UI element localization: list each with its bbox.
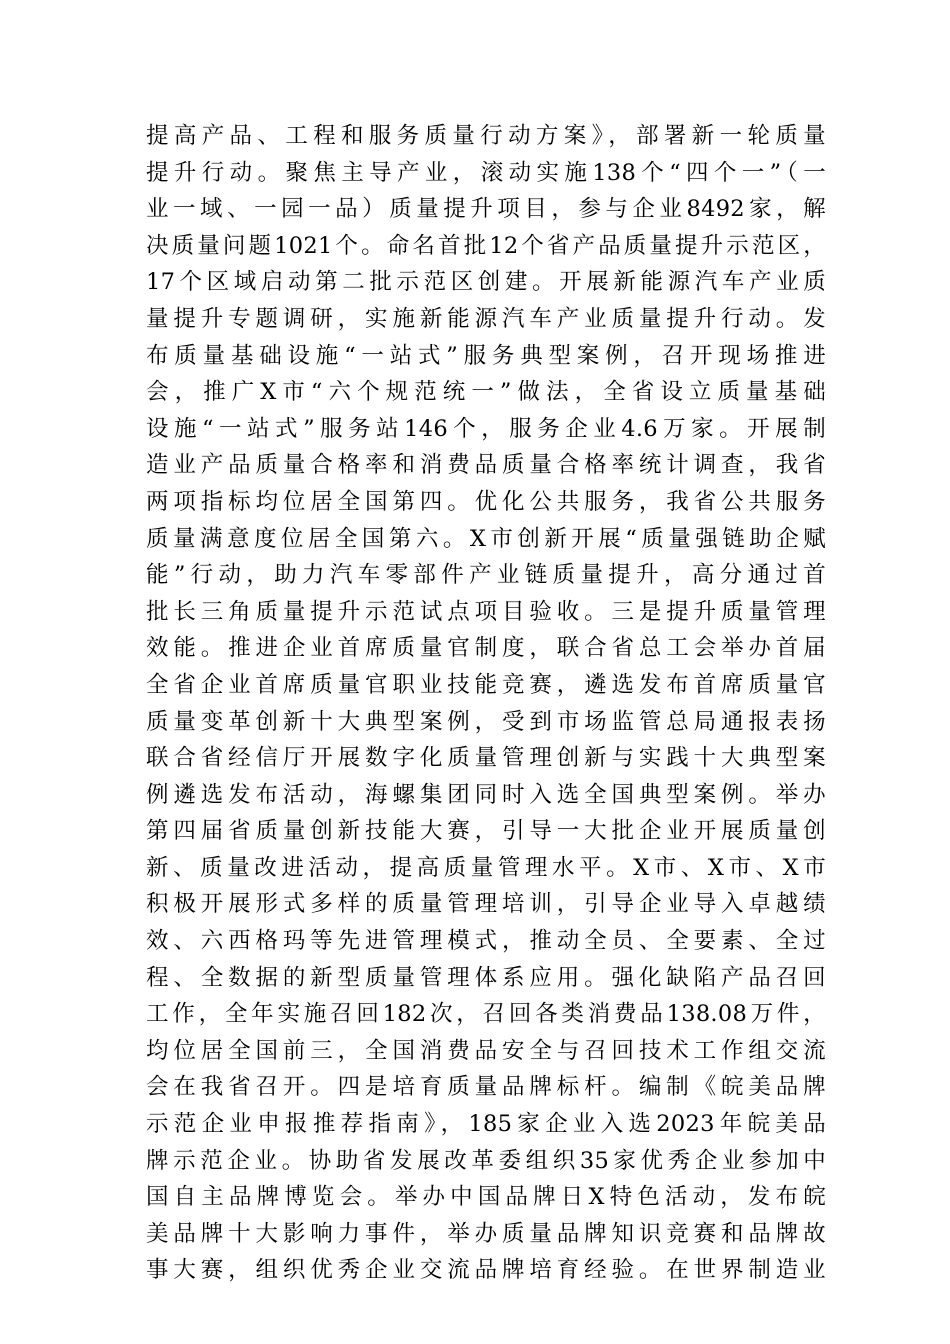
text-line: 牌示范企业。协助省发展改革委组织35家优秀企业参加中 xyxy=(146,1147,826,1174)
text-line: 会在我省召开。四是培育质量品牌标杆。编制《皖美品牌 xyxy=(146,1074,826,1101)
text-line: 国自主品牌博览会。举办中国品牌日X特色活动，发布皖 xyxy=(146,1184,826,1211)
text-line: 决质量问题1021个。命名首批12个省产品质量提升示范区， xyxy=(146,232,826,259)
text-line: 均位居全国前三，全国消费品安全与召回技术工作组交流 xyxy=(146,1037,826,1064)
text-line: 效、六西格玛等先进管理模式，推动全员、全要素、全过 xyxy=(146,928,826,955)
text-line: 质量变革创新十大典型案例，受到市场监管总局通报表扬 xyxy=(146,708,826,735)
text-line: 量提升专题调研，实施新能源汽车产业质量提升行动。发 xyxy=(146,305,826,332)
text-line: 提高产品、工程和服务质量行动方案》，部署新一轮质量 xyxy=(146,123,826,149)
text-line: 联合省经信厅开展数字化质量管理创新与实践十大典型案 xyxy=(146,745,826,772)
text-line: 提升行动。聚焦主导产业，滚动实施138个“四个一”（一 xyxy=(146,159,826,186)
text-line: 工作，全年实施召回182次，召回各类消费品138.08万件， xyxy=(146,1001,826,1028)
text-line: 程、全数据的新型质量管理体系应用。强化缺陷产品召回 xyxy=(146,964,826,991)
text-line: 能”行动，助力汽车零部件产业链质量提升，高分通过首 xyxy=(146,562,826,589)
text-line: 示范企业申报推荐指南》，185家企业入选2023年皖美品 xyxy=(146,1111,826,1138)
text-line: 积极开展形式多样的质量管理培训，引导企业导入卓越绩 xyxy=(146,891,826,918)
text-line: 设施“一站式”服务站146个，服务企业4.6万家。开展制 xyxy=(146,415,826,442)
text-line: 业一域、一园一品）质量提升项目，参与企业8492家，解 xyxy=(146,196,826,223)
text-line: 质量满意度位居全国第六。X市创新开展“质量强链助企赋 xyxy=(146,525,826,552)
text-line: 两项指标均位居全国第四。优化公共服务，我省公共服务 xyxy=(146,488,826,515)
text-line: 事大赛，组织优秀企业交流品牌培育经验。在世界制造业 xyxy=(146,1257,826,1284)
text-line: 布质量基础设施“一站式”服务典型案例，召开现场推进 xyxy=(146,342,826,369)
text-line: 新、质量改进活动，提高质量管理水平。X市、X市、X市 xyxy=(146,854,826,881)
text-line: 例遴选发布活动，海螺集团同时入选全国典型案例。举办 xyxy=(146,781,826,808)
text-line: 会，推广X市“六个规范统一”做法，全省设立质量基础 xyxy=(146,379,826,406)
text-line: 美品牌十大影响力事件，举办质量品牌知识竞赛和品牌故 xyxy=(146,1220,826,1247)
text-line: 全省企业首席质量官职业技能竞赛，遴选发布首席质量官 xyxy=(146,671,826,698)
text-line: 造业产品质量合格率和消费品质量合格率统计调查，我省 xyxy=(146,452,826,479)
text-line: 批长三角质量提升示范试点项目验收。三是提升质量管理 xyxy=(146,598,826,625)
text-line: 17个区域启动第二批示范区创建。开展新能源汽车产业质 xyxy=(146,269,826,296)
text-line: 效能。推进企业首席质量官制度，联合省总工会举办首届 xyxy=(146,635,826,662)
body-paragraph xyxy=(146,118,826,1289)
text-line: 第四届省质量创新技能大赛，引导一大批企业开展质量创 xyxy=(146,818,826,845)
